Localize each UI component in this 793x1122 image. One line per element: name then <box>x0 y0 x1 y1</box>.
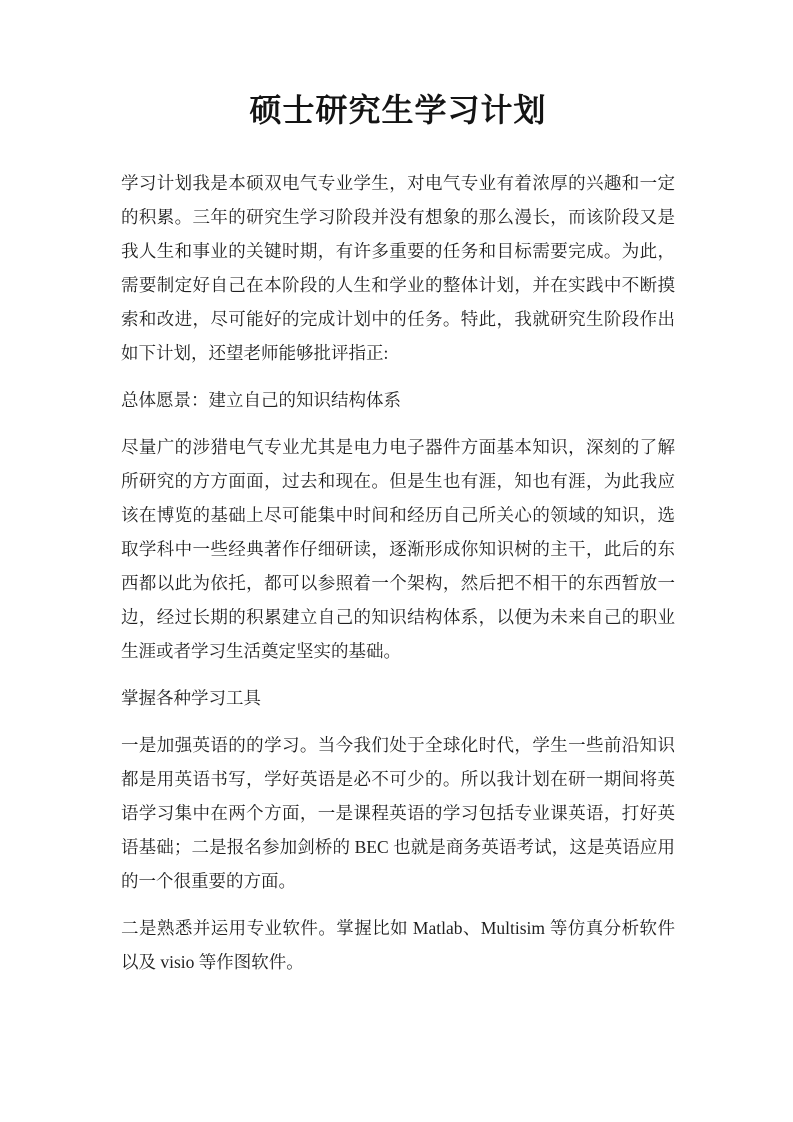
paragraph-intro: 学习计划我是本硕双电气专业学生，对电气专业有着浓厚的兴趣和一定的积累。三年的研究生学习阶段并没有想象的那么漫长，而该阶段又是我人生和事业的关键时期，有许多重要的任务和目标需要完成。为此，需要制定好自己在本阶段的人生和学业的整体计划，并在实践中不断摸索和改进，尽可能好的完成计划中的任务。特此，我就研究生阶段作出如下计划，还望老师能够批评指正: <box>121 173 675 363</box>
paragraph-tools-heading: 掌握各种学习工具 <box>121 688 261 708</box>
document-title: 硕士研究生学习计划 <box>249 92 547 128</box>
paragraph-vision-body: 尽量广的涉猎电气专业尤其是电力电子器件方面基本知识，深刻的了解所研究的方方面面，过去和现在。但是生也有涯，知也有涯，为此我应该在博览的基础上尽可能集中时间和经历自己所关心的领域的知识，选取学科中一些经典著作仔细研读，逐渐形成你知识树的主干，此后的东西都以此为依托，都可以参照着一个架构，然后把不相干的东西暂放一边，经过长期的积累建立自己的知识结构体系，以便为未来自己的职业生涯或者学习生活奠定坚实的基础。 <box>121 437 675 661</box>
paragraph-english-learning: 一是加强英语的的学习。当今我们处于全球化时代，学生一些前沿知识都是用英语书写，学好英语是必不可少的。所以我计划在研一期间将英语学习集中在两个方面，一是课程英语的学习包括专业课英语，打好英语基础；二是报名参加剑桥的 BEC 也就是商务英语考试，这是英语应用的一个很重要的方面。 <box>121 735 675 891</box>
paragraph-vision-heading: 总体愿景：建立自己的知识结构体系 <box>121 390 401 410</box>
paragraph-software-skills: 二是熟悉并运用专业软件。掌握比如 Matlab、Multisim 等仿真分析软件以及 visio 等作图软件。 <box>121 918 675 972</box>
